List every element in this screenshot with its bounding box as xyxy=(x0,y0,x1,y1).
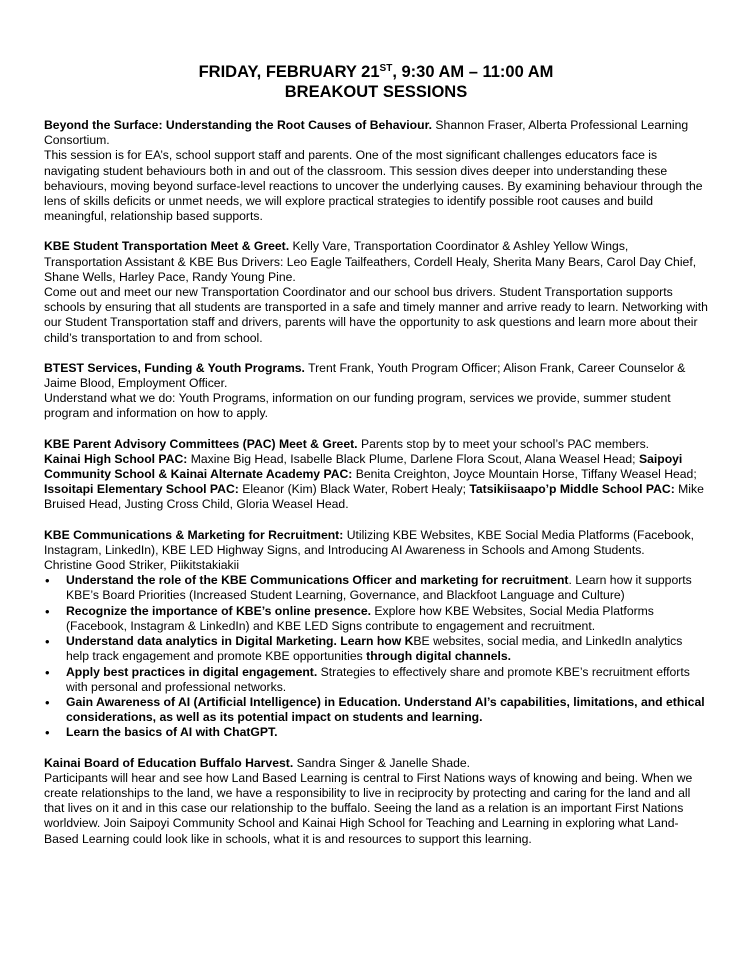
pac-label-issoitapi: Issoitapi Elementary School PAC: xyxy=(44,482,239,497)
pac-members xyxy=(44,452,708,513)
list-item xyxy=(44,665,708,695)
title-line-2: BREAKOUT SESSIONS xyxy=(284,83,468,101)
session-btest xyxy=(44,361,708,422)
session-title: Kainai Board of Education Buffalo Harvest. xyxy=(44,755,294,770)
objective-text: BE websites, social media, and LinkedIn analytics help track engagement and promote KBE opportunities xyxy=(66,634,683,664)
session-header xyxy=(44,756,708,771)
pac-names-issoitapi: Eleanor (Kim) Black Water, Robert Healy; xyxy=(238,482,470,497)
list-item xyxy=(44,573,708,603)
objective-heading: Gain Awareness of AI (Artificial Intelligence) in Education. Understand AI’s capabilities, limitations, and ethical considerations, as well as its potential impact on students and learning. xyxy=(66,694,705,725)
session-header xyxy=(44,118,708,148)
session-description: This session is for EA’s, school support staff and parents. One of the most significant challenges educators face is navigating student behaviours both in and out of the classroom. This session dives deeper into understanding these behaviours, moving beyond surface-level reactions to uncover the underlying causes. By examining behaviour through the lens of skills deficits or unmet needs, we will explore practical strategies to identify possible root causes and build meaningful, relationship based supports. xyxy=(44,148,703,224)
session-behaviour xyxy=(44,118,708,224)
title-date: FRIDAY, FEBRUARY 21 xyxy=(198,63,380,81)
title-time: , 9:30 AM – 11:00 AM xyxy=(392,63,554,81)
pac-label-kainai: Kainai High School PAC: xyxy=(44,451,188,466)
page-title xyxy=(44,62,708,102)
title-line-1 xyxy=(44,62,708,82)
session-header xyxy=(44,361,708,391)
bullet-icon: • xyxy=(45,573,50,589)
objectives-list xyxy=(44,573,708,740)
session-title: Beyond the Surface: Understanding the Root Causes of Behaviour. xyxy=(44,118,433,132)
pac-names-kainai: Maxine Big Head, Isabelle Black Plume, Darlene Flora Scout, Alana Weasel Head; xyxy=(187,451,639,466)
session-intro: Utilizing KBE Websites, KBE Social Media Platforms (Facebook, Instagram, LinkedIn), KBE LED Highway Signs, and Introducing AI Awareness in Schools and Among Students. xyxy=(44,527,694,557)
session-description: Come out and meet our new Transportation Coordinator and our school bus drivers. Student Transportation supports schools by ensuring that all students are transported in a safe and timely manner and arrive ready to learn. Networking with our Student Transportation staff and drivers, parents will have the opportunity to ask questions and learn more about their child’s transportation to and from school. xyxy=(44,285,708,345)
session-communications xyxy=(44,528,708,741)
objective-heading: Apply best practices in digital engagement. xyxy=(66,664,318,679)
title-date-suffix: ST xyxy=(379,63,393,74)
session-presenters: Trent Frank, Youth Program Officer; Alison Frank, Career Counselor & Jaime Blood, Employment Officer. xyxy=(44,360,686,391)
session-buffalo-harvest xyxy=(44,756,708,847)
session-presenters: Shannon Fraser, Alberta Professional Learning Consortium. xyxy=(44,118,689,148)
pac-label-saipoyi: Saipoyi Community School & Kainai Alternate Academy PAC: xyxy=(44,451,683,482)
objective-heading-end: through digital channels. xyxy=(366,649,512,664)
objective-heading: Understand the role of the KBE Communications Officer and marketing for recruitment xyxy=(66,573,569,588)
list-item xyxy=(44,634,708,664)
bullet-icon: • xyxy=(45,603,50,619)
session-title: BTEST Services, Funding & Youth Programs. xyxy=(44,360,305,375)
pac-names-saipoyi: Benita Creighton, Joyce Mountain Horse, Tiffany Weasel Head; xyxy=(352,467,697,482)
session-intro: Parents stop by to meet your school’s PAC members. xyxy=(357,436,650,451)
list-item xyxy=(44,604,708,634)
session-title: KBE Communications & Marketing for Recruitment: xyxy=(44,527,344,542)
pac-names-tatsikiisaapop: Mike Bruised Head, Justing Cross Child, Gloria Weasel Head. xyxy=(44,482,704,512)
bullet-icon: • xyxy=(45,694,50,710)
list-item xyxy=(44,725,708,740)
session-presenters: Sandra Singer & Janelle Shade. xyxy=(293,755,471,770)
list-item xyxy=(44,695,708,725)
session-description: Understand what we do: Youth Programs, information on our funding program, services we provide, summer student program and information on how to apply. xyxy=(44,391,671,421)
objective-text: Strategies to effectively share and promote KBE’s recruitment efforts with personal and professional networks. xyxy=(66,664,690,694)
session-presenters: Christine Good Striker, Piikitstakiakii xyxy=(44,558,240,573)
session-description: Participants will hear and see how Land Based Learning is central to First Nations ways of knowing and being. When we create relationships to the land, we have a responsibility to live in reciprocity by protecting and caring for the land and all that lives on it and in this case our relationship to the buffalo. Seeing the land as a relation is an important First Nations worldview. Join Saipoyi Community School and Kainai High School for Teaching and Learning in exploring what Land-Based Learning could look like in schools, what it is and resources to support this learning. xyxy=(44,770,693,846)
session-transportation xyxy=(44,239,708,345)
session-header xyxy=(44,437,708,452)
sessions-list xyxy=(44,118,708,847)
bullet-icon: • xyxy=(45,634,50,650)
session-header xyxy=(44,239,708,285)
objective-text: Explore how KBE Websites, Social Media Platforms (Facebook, Instagram & LinkedIn) and KBE LED Signs contribute to engagement and recruitment. xyxy=(66,603,654,633)
objective-heading: Learn the basics of AI with ChatGPT. xyxy=(66,725,278,740)
session-presenters: Kelly Vare, Transportation Coordinator & Ashley Yellow Wings, Transportation Assistant & KBE Bus Drivers: Leo Eagle Tailfeathers, Cordell Healy, Sherita Many Bears, Carol Day Chief, Shane Wells, Harley Pace, Randy Young Pine. xyxy=(44,239,697,284)
pac-label-tatsikiisaapop: Tatsikiisaapo’p Middle School PAC: xyxy=(469,482,675,497)
session-pac xyxy=(44,437,708,513)
objective-heading: Recognize the importance of KBE’s online presence. xyxy=(66,603,371,618)
bullet-icon: • xyxy=(45,725,50,741)
session-header xyxy=(44,528,708,558)
objective-heading: Understand data analytics in Digital Marketing. Learn how K xyxy=(66,634,414,649)
session-title: KBE Parent Advisory Committees (PAC) Meet & Greet. xyxy=(44,436,358,451)
session-title: KBE Student Transportation Meet & Greet. xyxy=(44,239,290,254)
objective-text: . Learn how it supports KBE’s Board Priorities (Increased Student Learning, Governance, and Blackfoot Language and Culture) xyxy=(66,573,692,603)
bullet-icon: • xyxy=(45,664,50,680)
